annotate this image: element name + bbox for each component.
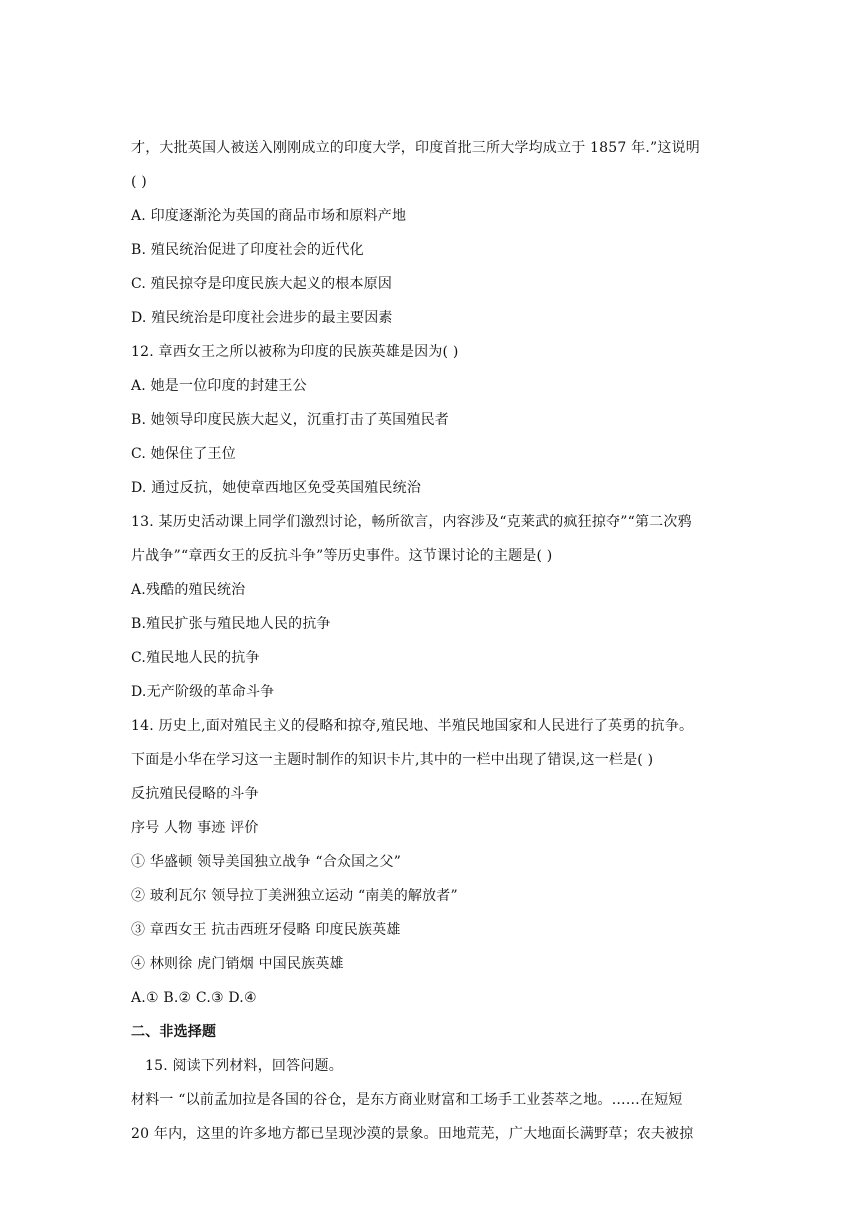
q15-material-1-line1: 材料一 “以前孟加拉是各国的谷仓，是东方商业财富和工场手工业荟萃之地。……在短短 [131, 1092, 683, 1108]
q12-option-a: A. 她是一位印度的封建王公 [131, 378, 307, 394]
q14-card-row-3: ③ 章西女王 抗击西班牙侵略 印度民族英雄 [131, 922, 401, 938]
q11-option-b: B. 殖民统治促进了印度社会的近代化 [131, 242, 364, 258]
q12-option-d: D. 通过反抗，她使章西地区免受英国殖民统治 [131, 480, 422, 496]
q12-option-b: B. 她领导印度民族大起义，沉重打击了英国殖民者 [131, 412, 449, 428]
q14-options: A.① B.② C.③ D.④ [131, 990, 257, 1006]
q13-option-b: B.殖民扩张与殖民地人民的抗争 [131, 616, 331, 632]
q11-option-c: C. 殖民掠夺是印度民族大起义的根本原因 [131, 276, 393, 292]
q11-option-d: D. 殖民统治是印度社会进步的最主要因素 [131, 310, 393, 326]
q13-option-c: C.殖民地人民的抗争 [131, 650, 260, 666]
q15-stem: 15. 阅读下列材料，回答问题。 [145, 1058, 343, 1074]
q12-option-c: C. 她保住了王位 [131, 446, 236, 462]
q14-card-row-1: ① 华盛顿 领导美国独立战争 “合众国之父” [131, 854, 402, 870]
q12-stem: 12. 章西女王之所以被称为印度的民族英雄是因为( ) [131, 344, 459, 360]
section-heading: 二、非选择题 [131, 1024, 217, 1040]
q11-stem-continued: 才，大批英国人被送入刚刚成立的印度大学，印度首批三所大学均成立于 1857 年.”这说明 [131, 140, 700, 156]
q14-card-row-2: ② 玻利瓦尔 领导拉丁美洲独立运动 “南美的解放者” [131, 888, 458, 904]
q14-card-row-4: ④ 林则徐 虎门销烟 中国民族英雄 [131, 956, 344, 972]
q13-stem-line2: 片战争”“章西女王的反抗斗争”等历史事件。这节课讨论的主题是( ) [131, 548, 553, 564]
q15-material-1-line2: 20 年内，这里的许多地方都已呈现沙漠的景象。田地荒芜，广大地面长满野草；农夫被掠 [131, 1126, 694, 1142]
q14-stem-line1: 14. 历史上,面对殖民主义的侵略和掠夺,殖民地、半殖民地国家和人民进行了英勇的抗争。 [131, 718, 694, 734]
q13-option-a: A.残酷的殖民统治 [131, 582, 246, 598]
q11-answer-blank: ( ) [131, 174, 147, 190]
q14-card-header: 序号 人物 事迹 评价 [131, 820, 259, 836]
q13-option-d: D.无产阶级的革命斗争 [131, 684, 275, 700]
q14-stem-line2: 下面是小华在学习这一主题时制作的知识卡片,其中的一栏中出现了错误,这一栏是( ) [131, 752, 654, 768]
q13-stem-line1: 13. 某历史活动课上同学们激烈讨论，畅所欲言，内容涉及“克莱武的疯狂掠夺”“第二次鸦 [131, 514, 692, 530]
q11-option-a: A. 印度逐渐沦为英国的商品市场和原料产地 [131, 208, 407, 224]
q14-card-title: 反抗殖民侵略的斗争 [131, 786, 259, 802]
